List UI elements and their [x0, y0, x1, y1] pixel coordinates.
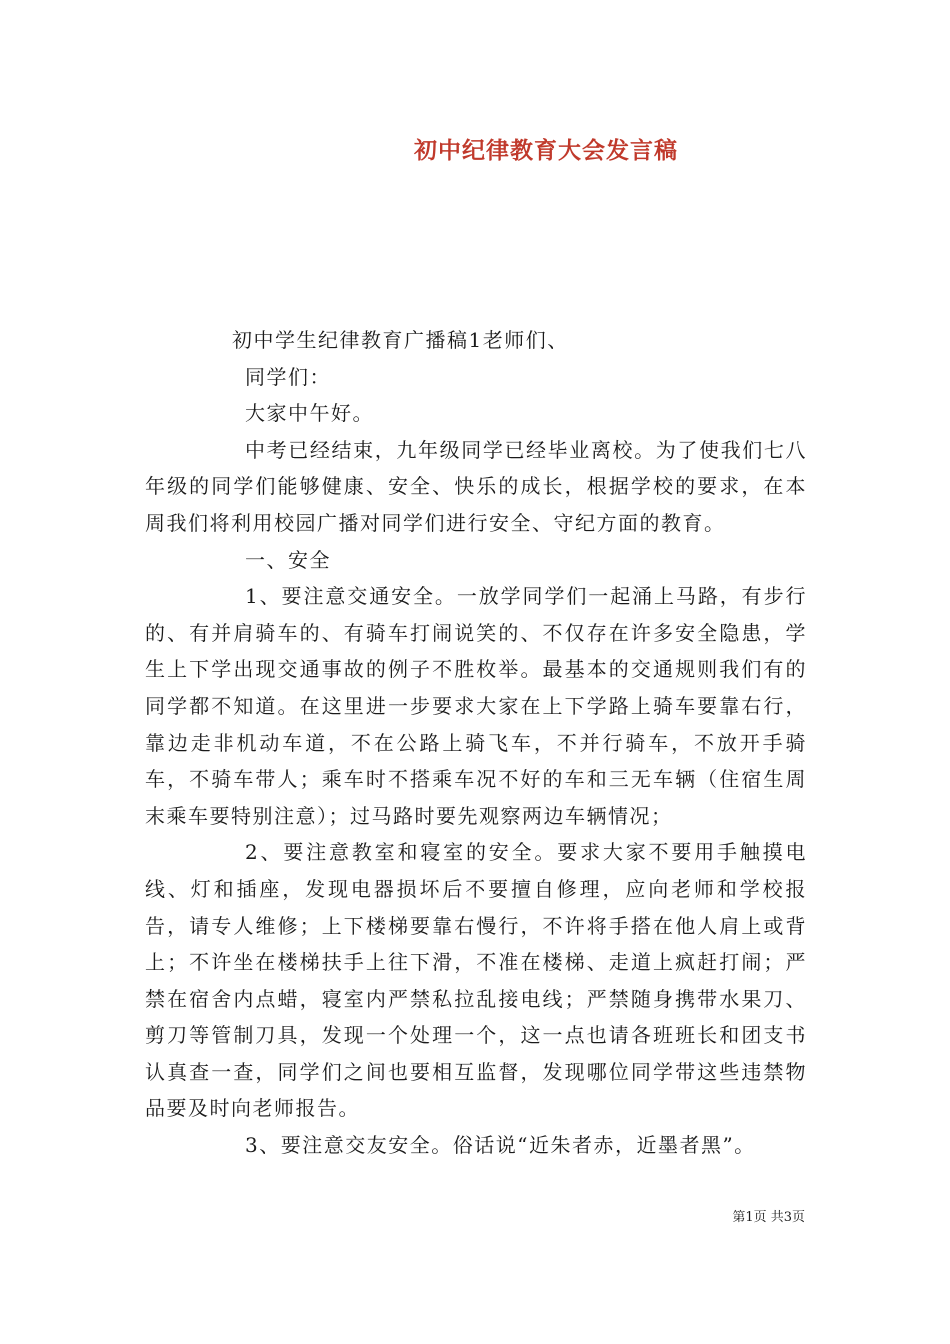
- paragraph-traffic-safety: 1、要注意交通安全。一放学同学们一起涌上马路，有步行的、有并肩骑车的、有骑车打闹说笑的、不仅存在许多安全隐患，学生上下学出现交通事故的例子不胜枚举。最基本的交通规则我们有的同学都不知道。在这里进一步要求大家在上下学路上骑车要靠右行，靠边走非机动车道，不在公路上骑飞车，不并行骑车，不放开手骑车，不骑车带人；乘车时不搭乘车况不好的车和三无车辆（住宿生周末乘车要特别注意）；过马路时要先观察两边车辆情况；: [145, 584, 807, 828]
- section-heading-safety: 一、安全: [245, 547, 331, 572]
- paragraph-greeting-line-2: 同学们：: [245, 364, 331, 389]
- document-body: [145, 322, 807, 1164]
- page-number-footer: 第1页 共3页: [732, 1210, 805, 1225]
- paragraph-friendship-safety: 3、要注意交友安全。俗话说“近朱者赤，近墨者黑”。: [245, 1133, 756, 1158]
- paragraph-classroom-dorm-safety: 2、要注意教室和寝室的安全。要求大家不要用手触摸电线、灯和插座，发现电器损坏后不要擅自修理，应向老师和学校报告，请专人维修；上下楼梯要靠右慢行，不许将手搭在他人肩上或背上；不许坐在楼梯扶手上往下滑，不准在楼梯、走道上疯赶打闹；严禁在宿舍内点蜡，寝室内严禁私拉乱接电线；严禁随身携带水果刀、剪刀等管制刀具，发现一个处理一个，这一点也请各班班长和团支书认真查一查，同学们之间也要相互监督，发现哪位同学带这些违禁物品要及时向老师报告。: [145, 840, 807, 1121]
- paragraph-intro: 中考已经结束，九年级同学已经毕业离校。为了使我们七八年级的同学们能够健康、安全、快乐的成长，根据学校的要求，在本周我们将利用校园广播对同学们进行安全、守纪方面的教育。: [145, 437, 807, 535]
- page-title: 初中纪律教育大会发言稿: [414, 137, 678, 164]
- paragraph-salutation: 大家中午好。: [245, 401, 374, 426]
- paragraph-greeting-line-1: 初中学生纪律教育广播稿1老师们、: [232, 328, 569, 352]
